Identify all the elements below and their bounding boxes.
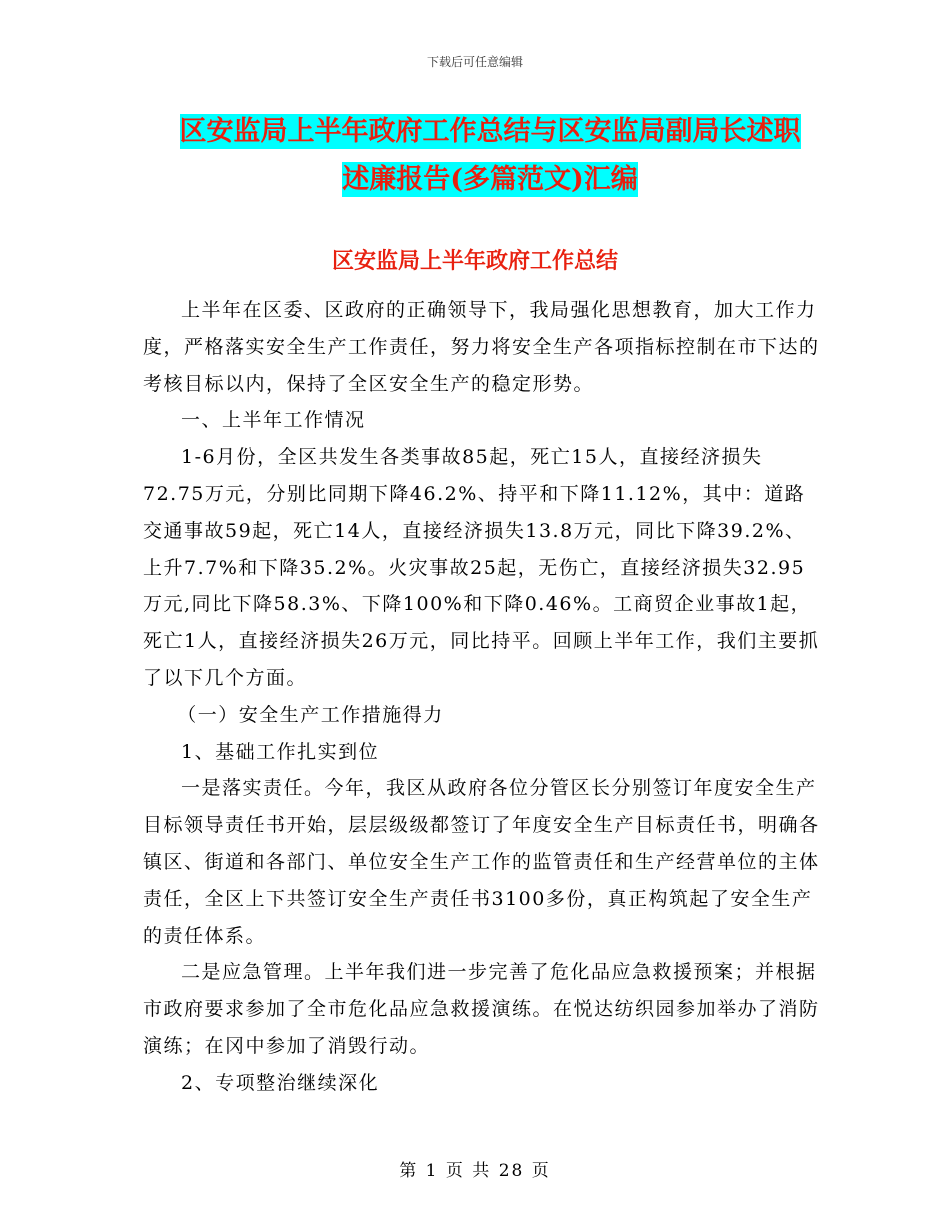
document-title (130, 108, 850, 204)
paragraph-responsibility: 一是落实责任。今年，我区从政府各位分管区长分别签订年度安全生产目标领导责任书开始，层层级级都签订了年度安全生产目标责任书，明确各镇区、街道和各部门、单位安全生产工作的监管责任和生产经营单位的主体责任，全区上下共签订安全生产责任书3100多份，真正构筑起了安全生产的责任体系。 (143, 777, 820, 947)
section-title: 区安监局上半年政府工作总结 (331, 248, 618, 274)
paragraph-emergency: 二是应急管理。上半年我们进一步完善了危化品应急救援预案；并根据市政府要求参加了全市危化品应急救援演练。在悦达纺织园参加举办了消防演练；在冈中参加了消毁行动。 (143, 961, 820, 1057)
document-title-line-2: 述廉报告(多篇范文)汇编 (342, 164, 638, 195)
heading-basic-work: 1、基础工作扎实到位 (181, 740, 380, 763)
document-title-line-1: 区安监局上半年政府工作总结与区安监局副局长述职 (179, 116, 801, 147)
heading-measures: （一）安全生产工作措施得力 (177, 703, 444, 726)
paragraph-intro: 上半年在区委、区政府的正确领导下，我局强化思想教育，加大工作力度，严格落实安全生产工作责任，努力将安全生产各项指标控制在市下达的考核目标以内，保持了全区安全生产的稳定形势。 (143, 299, 820, 395)
paragraph-statistics: 1-6月份，全区共发生各类事故85起，死亡15人，直接经济损失72.75万元，分别比同期下降46.2%、持平和下降11.12%，其中：道路交通事故59起，死亡14人，直接经济损失13.8万元，同比下降39.2%、上升7.7%和下降35.2%。火灾事故25起，无伤亡，直接经济损失32.95万元,同比下降58.3%、下降100%和下降0.46%。工商贸企业事故1起，死亡1人，直接经济损失26万元，同比持平。回顾上半年工作，我们主要抓了以下几个方面。 (143, 446, 820, 689)
page-number: 第 1 页 共 28 页 (399, 1161, 551, 1181)
document-body (143, 292, 823, 1102)
header-note: 下载后可任意编辑 (426, 55, 523, 69)
heading-special-rectification: 2、专项整治继续深化 (181, 1071, 380, 1094)
heading-work-status: 一、上半年工作情况 (181, 409, 366, 432)
